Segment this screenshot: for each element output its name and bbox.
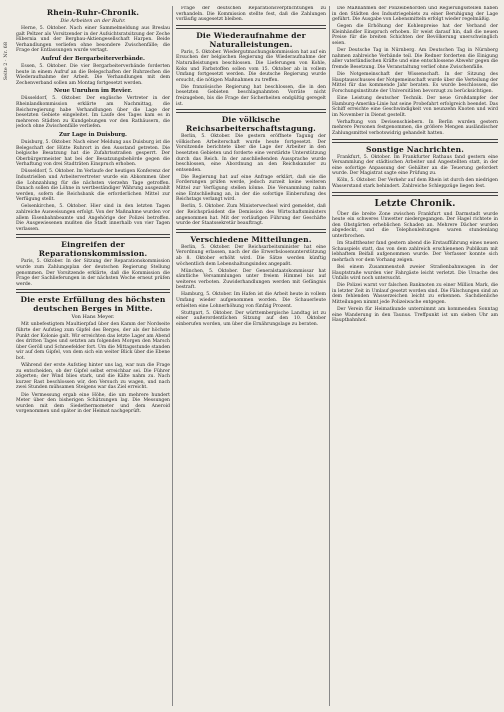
article-headline: Die Wiederaufnahme der Naturalleistungen. — [196, 30, 306, 49]
column-left — [16, 6, 170, 706]
article-paragraph: Berlin, 5. Oktober. Zum Ministerwechsel wird gemeldet, daß der Reichspräsident die Demission des Wirtschaftsministers angenommen hat. Mit der vorläufigen Führung der Geschäfte wurde der Staatssekretär beauftragt. — [176, 204, 326, 227]
article-paragraph: Herne, 5. Oktober. Nach einer Sammelmeldung aus Breslau galt Peltzer als Vorsitzender in der Aufsichtsratsitzung der Zeche Hibernia und der Bergbau-Aktiengesellschaft Harpen. Beide Verhandlungen verliefen ohne besondere Zwischenfälle; die Frage der Entlassungen wurde vertagt. — [16, 26, 170, 54]
article-paragraph: Frankfurt, 5. Oktober. Im Frankfurter Rathaus fand gestern eine Versammlung der städtischen Arbeiter und Angestellten statt, in der eine sofortige Anpassung der Gehälter an die Teuerung gefordert wurde. Der Magistrat sagte eine Prüfung zu. — [332, 154, 498, 177]
article-paragraph: Der Deutsche Tag in Nürnberg. Am Deutschen Tag in Nürnberg nahmen zahlreiche Verbände teil. Die Redner forderten die Einigung aller vaterländischen Kräfte und eine entschlossene Abwehr gegen die fremde Besetzung. Die Veranstaltung verlief ohne Zwischenfälle. — [332, 48, 498, 70]
column-middle — [176, 6, 326, 706]
article-paragraph: Die Maßnahmen der Polizeibehörden und Regierungsstellen haben in den Städten des Industriegebiets zu einer Beruhigung der Lage geführt. Die Ausgabe von Lebensmitteln erfolgt wieder regelmäßig. — [332, 6, 498, 23]
article-paragraph: Stuttgart, 5. Oktober. Der württembergische Landtag ist zu einer außerordentlichen Sitzung auf den 10. Oktober einberufen worden, um über die Ernährungslage zu beraten. — [176, 310, 326, 327]
column-right — [332, 6, 498, 706]
section-rule — [332, 192, 498, 196]
section-heading: Zur Lage in Duisburg. — [59, 131, 127, 138]
article-headline: Rhein-Ruhr-Chronik. — [46, 8, 140, 17]
article-subheading: Die Arbeiten an der Ruhr. — [60, 18, 126, 24]
article-paragraph: Verhaftung von Devisenschiebern. In Berlin wurden gestern mehrere Personen festgenommen, die größere Mengen ausländischer Zahlungsmittel verbotswidrig gehandelt hatten. — [332, 119, 498, 136]
article-paragraph: Der Verein für Heimatkunde unternimmt am kommenden Sonntag eine Wanderung in den Taunus. Treffpunkt ist um sieben Uhr am Hauptbahnhof. — [332, 307, 498, 324]
article-headline: Verschiedene Mitteilungen. — [190, 234, 312, 244]
article-paragraph: Düsseldorf, 5. Oktober. Der englische Vertreter in der Rheinlandkommission erklärte am Nachmittag, die Reichsregierung habe Verhandlungen über die Lage der besetzten Gebiete eingeleitet. Im Laufe des Tages kam es in mehreren Städten zu Kundgebungen vor den Rathäusern, die jedoch ohne Zwischenfälle verliefen. — [16, 96, 170, 130]
article-paragraph: Paris, 5. Oktober. In der Sitzung der Reparationskommission wurde zum Zahlungsplan der deutschen Regierung Stellung genommen. Der Vorsitzende erklärte, daß die Kommission die Frage der Sachlieferungen in der nächsten Woche erneut prüfen werde. — [16, 259, 170, 287]
article-headline: Eingreifen der Reparationskommission. — [38, 240, 148, 259]
section-heading: Neue Unruhen im Revier. — [53, 88, 133, 95]
column-divider — [172, 6, 173, 706]
section-rule — [332, 139, 498, 143]
section-rule — [176, 229, 326, 233]
article-paragraph: Berlin, 5. Oktober. Der Reichsarbeitsminister hat eine Verordnung erlassen, nach der die Erwerbslosenunterstützung ab 8. Oktober erhöht wird. Die Sätze werden künftig wöchentlich dem Lebenshaltungsindex angepaßt. — [176, 244, 326, 267]
article-paragraph: Die Vermessung ergab eine Höhe, die um mehrere hundert Meter über den bisherigen Schätzungen lag. Die Messungen wurden mit dem Siedethermometer und dem Aneroid vorgenommen und später in der Heimat nachgeprüft. — [16, 392, 170, 415]
section-heading: Aufruf der Bergarbeiterverbände. — [41, 55, 145, 62]
article-headline: Die erste Erfüllung des höchsten deutschen Berges in Mitte. — [20, 295, 166, 314]
section-rule — [16, 234, 170, 238]
article-paragraph: Düsseldorf, 5. Oktober. Im Verlaufe der heutigen Konferenz der Industriellen und Arbeitervertreter wurde ein Abkommen über die Lohnzahlung für die nächsten vierzehn Tage getroffen. Danach sollen die Löhne in wertbeständiger Währung ausgezahlt werden, sofern die Reichsbank die erforderlichen Mittel zur Verfügung stellt. — [16, 169, 170, 203]
article-paragraph: Die Regierung hat auf eine Anfrage erklärt, daß sie die Forderungen prüfen werde, jedoch zurzeit keine weiteren Mittel zur Verfügung stellen könne. Die Versammlung nahm eine Entschließung an, in der die sofortige Einberufung des Reichstags verlangt wird. — [176, 174, 326, 203]
article-paragraph: München, 5. Oktober. Der Generalstaatskommissar hat sämtliche Versammlungen unter freiem Himmel bis auf weiteres verboten. Zuwiderhandlungen werden mit Gefängnis bestraft. — [176, 268, 326, 291]
section-rule — [176, 25, 326, 29]
article-paragraph: Im Stadttheater fand gestern abend die Erstaufführung eines neuen Schauspiels statt, das von dem zahlreich erschienenen Publikum mit lebhaftem Beifall aufgenommen wurde. Der Verfasser konnte sich mehrfach vor dem Vorhang zeigen. — [332, 241, 498, 263]
article-paragraph: Duisburg, 5. Oktober. Nach einer Meldung aus Duisburg ist die Belegschaft der Hütte Ruhrort in den Ausstand getreten. Die belgische Besatzung hat die Zufahrtsstraßen gesperrt. Der Oberbürgermeister hat bei der Besatzungsbehörde gegen die Verhaftung von drei Stadträten Einspruch erhoben. — [16, 139, 170, 168]
article-headline: Sonstige Nachrichten. — [365, 144, 465, 154]
article-paragraph: Gegen die Erhöhung der Kohlenpreise hat der Verband der Kleinhändler Einspruch erhoben. Er weist darauf hin, daß die neuen Preise für die breiten Schichten der Bevölkerung unerschwinglich seien. — [332, 24, 498, 47]
article-paragraph: Köln, 5. Oktober. Der Verkehr auf dem Rhein ist durch den niedrigen Wasserstand stark behindert. Zahlreiche Schleppzüge liegen fest. — [332, 178, 498, 190]
article-paragraph: Während der erste Aufstieg hinter uns lag, war nun die Frage zu entscheiden, ob der Gipfel selbst erreichbar sei. Die Führer zögerten; der Wind blies stark, und die Kälte nahm zu. Nach kurzer Rast beschlossen wir, den Versuch zu wagen, und nach zwei Stunden mühsamen Steigens war das Ziel erreicht. — [16, 363, 170, 391]
article-paragraph: Essen, 5. Oktober. Die vier Bergarbeiterverbände forderten heute in einem Aufruf an die Belegschaften der Ruhrzechen die Wiederaufnahme der Arbeit. Die Verhandlungen mit dem Zechenverband sollen am Montag fortgesetzt werden. — [16, 63, 170, 86]
article-paragraph: Über die breite Zone zwischen Frankfurt und Darmstadt wurde heute ein schweres Unwetter niedergegangen. Der Hagel richtete in den Obstgärten erheblichen Schaden an. Mehrere Dächer wurden abgedeckt, und die Telephonleitungen waren stundenlang unterbrochen. — [332, 211, 498, 239]
article-byline: Von Hans Meyer. — [71, 314, 115, 321]
page-number: Seite 2 · Nr. 68 — [3, 42, 9, 81]
article-paragraph: Hamburg, 5. Oktober. Im Hafen ist die Arbeit heute in vollem Umfang wieder aufgenommen worden. Die Schauerleute erhielten eine Lohnerhöhung von fünfzig Prozent. — [176, 292, 326, 309]
section-rule — [176, 109, 326, 113]
section-rule — [16, 289, 170, 293]
column-divider — [329, 6, 330, 706]
article-paragraph: Frage der deutschen Reparationsverpflichtungen zu verhandeln. Die Kommission stellte fest, daß die Zahlungen vorläufig ausgesetzt bleiben. — [176, 6, 326, 23]
article-headline: Letzte Chronik. — [374, 198, 456, 209]
article-paragraph: Mit unbefestigtem Maultierpfad über den Kamm der Nordseite führte der Aufstieg zum Gipfel des Berges, der als der höchste Punkt der Kolonie galt. Wir erreichten das letzte Lager am Abend des dritten Tages und setzten am folgenden Morgen den Marsch über Geröll und Schneefelder fort. Um die Mittagsstunde standen wir auf dem Gipfel, von dem sich ein weiter Blick über die Ebene bot. — [16, 322, 170, 361]
article-paragraph: Die Notgemeinschaft der Wissenschaft. In der Sitzung des Hauptausschusses der Notgemeinschaft wurde über die Verteilung der Mittel für das kommende Jahr beraten. Es wurde beschlossen, die Forschungsinstitute der Universitäten bevorzugt zu berücksichtigen. — [332, 72, 498, 94]
article-headline: Die völkische Reichsarbeiterschaftstagung. — [186, 115, 316, 134]
article-paragraph: Die französische Regierung hat beschlossen, die in den besetzten Gebieten beschlagnahmten Vorräte nicht freizugeben, bis die Frage der Sicherheiten endgültig geregelt ist. — [176, 84, 326, 107]
article-paragraph: Eine Leistung deutscher Technik. Der neue Großdampfer der Hamburg-Amerika-Linie hat seine Probefahrt erfolgreich beendet. Das Schiff erreichte eine Geschwindigkeit von neunzehn Knoten und wird im November in Dienst gestellt. — [332, 95, 498, 118]
article-paragraph: Die Polizei warnt vor falschen Banknoten zu einer Million Mark, die in letzter Zeit in Umlauf gesetzt worden sind. Die Fälschungen sind an dem fehlenden Wasserzeichen leicht zu erkennen. Sachdienliche Mitteilungen nimmt jede Polizeiwache entgegen. — [332, 283, 498, 306]
article-paragraph: Gelsenkirchen, 5. Oktober. Hier sind in den letzten Tagen zahlreiche Ausweisungen erfolgt. Von der Maßnahme wurden vor allem Eisenbahnbeamte und Angehörige der Polizei betroffen. Die Ausgewiesenen mußten die Stadt innerhalb von vier Tagen verlassen. — [16, 204, 170, 232]
article-paragraph: Paris, 5. Oktober. Wiedergutmachungskommission hat auf ein Ersuchen der belgischen Regierung die Wiederaufnahme der Naturalleistungen beschlossen. Die Lieferungen von Kohle, Koks und Farbstoffen sollen vom 15. Oktober ab in vollem Umfang fortgesetzt werden. Die deutsche Regierung wurde ersucht, die nötigen Maßnahmen zu treffen. — [176, 49, 326, 83]
article-paragraph: Bei einem Zusammenstoß zweier Straßenbahnwagen in der Hauptstraße wurden vier Fahrgäste leicht verletzt. Die Ursache des Unfalls wird noch untersucht. — [332, 264, 498, 282]
article-paragraph: Berlin, 5. Oktober. Die gestern eröffnete Tagung der völkischen Arbeiterschaft wurde heute fortgesetzt. Der Vorsitzende berichtete über die Lage der Arbeiter in den besetzten Gebieten und forderte eine verstärkte Unterstützung durch das Reich. In der anschließenden Aussprache wurde beschlossen, eine Abordnung an den Reichskanzler zu entsenden. — [176, 134, 326, 173]
